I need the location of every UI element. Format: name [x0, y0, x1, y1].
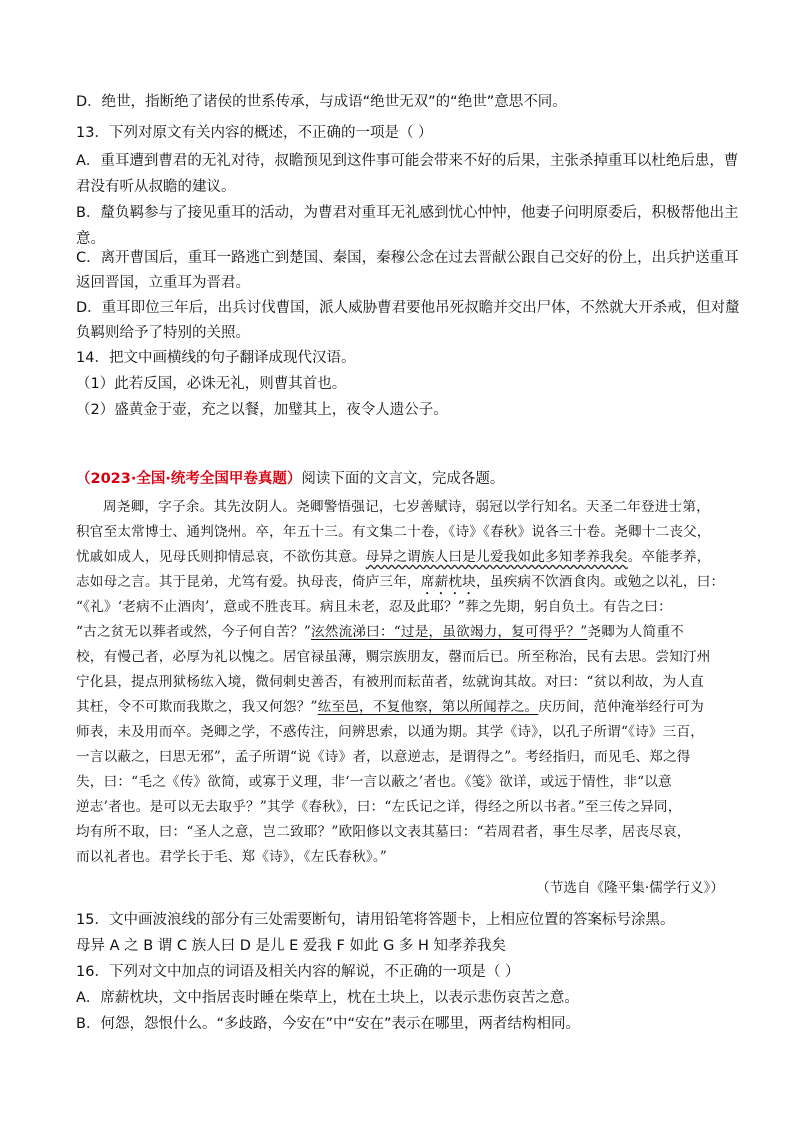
q13-option-b-cont: 意。 — [76, 231, 105, 247]
article-text: 庆历间，范仲淹举经行可为 — [538, 699, 704, 715]
article-line: “《礼》‘老病不止酒肉’，意或不胜丧耳。病且未老，忍及此耶？”葬之先期，躬自负土。有告之曰： — [76, 599, 672, 615]
q13-option-c-cont: 返回晋国，立重耳为晋君。 — [76, 275, 250, 291]
section-intro: 阅读下面的文言文，完成各题。 — [301, 471, 505, 487]
wavy-underlined-sentence: 母异之谓族人曰是儿爱我如此多知孝养我矣 — [365, 549, 628, 565]
article-source: （节选自《隆平集·儒学行义》） — [536, 880, 724, 896]
article-line — [76, 622, 736, 642]
article-line — [76, 547, 736, 567]
q13-option-b: B．釐负羁参与了接见重耳的活动，为曹君对重耳无礼感到忧心忡忡，他妻子问明原委后，积极帮他出主 — [76, 205, 739, 221]
q14-sentence-1: （1）此若反国，必诛无礼，则曹其首也。 — [76, 376, 347, 392]
q13-stem: 13．下列对原文有关内容的概述，不正确的一项是（ ） — [76, 125, 433, 141]
q13-option-d: D．重耳即位三年后，出兵讨伐曹国，派人威胁曹君要他吊死叔瞻并交出尸体，不然就大开杀戒，但对釐 — [76, 300, 740, 316]
article-text: 其枉，令不可欺而我欺之，我又何怨？” — [76, 699, 318, 715]
article-line — [76, 572, 736, 598]
q15-break-options: 母异 A 之 B 谓 C 族人曰 D 是儿 E 爱我 F 如此 G 多 H 知孝养我矣 — [76, 938, 507, 954]
article-line: 逆志’者也。是可以无去取乎？”其学《春秋》，曰：“左氏记之详，得经之所以书者。”至三传之异同， — [76, 799, 682, 815]
article-line: 均有所不取，曰：“圣人之意，岂二致耶？”欧阳修以文表其墓曰：“若周君者，事生尽孝，居丧尽哀， — [76, 824, 691, 840]
article-text: “古之贫无以葬者或然，今子何自苦？” — [76, 624, 311, 640]
q16-option-a: A．席薪枕块，文中指居丧时睡在柴草上，枕在土块上，以表示悲伤哀苦之意。 — [76, 990, 579, 1006]
article-line: 积官至太常博士、通判饶州。卒，年五十三。有文集二十卷，《诗》《春秋》说各三十卷。尧卿十二丧父， — [76, 524, 711, 540]
q14-sentence-2: （2）盛黄金于壶，充之以餐，加璧其上，夜令人遗公子。 — [76, 402, 448, 418]
article-line — [76, 697, 736, 717]
article-line: 周尧卿，字子余。其先汝阴人。尧卿警悟强记，七岁善赋诗，弱冠以学行知名。天圣二年登进士第， — [103, 499, 710, 515]
underlined-sentence: 纮至邑，不复他察，第以所闻荐之。 — [317, 699, 539, 715]
exam-source-tag: （2023·全国·统考全国甲卷真题） — [76, 471, 302, 487]
q16-option-b: B．何怨，怨恨什么。“多歧路，今安在”中“安在”表示在哪里，两者结构相同。 — [76, 1016, 580, 1032]
article-text: 志如母之言。其于昆弟，尤笃有爱。执母丧，倚庐三年， — [76, 574, 421, 590]
article-text: 尧卿为人简重不 — [587, 624, 684, 640]
section-heading — [76, 469, 736, 489]
article-line: 宁化县，提点刑狱杨纮入境，微伺刺史善否，有被刑而耘苗者，纮就询其故。对曰：“贫以利故，为人直 — [76, 674, 704, 690]
dotted-term: 席薪枕块 — [420, 574, 477, 590]
article-text: 忧戚如成人，见母氏则抑情忌哀，不欲伤其意。 — [76, 549, 366, 565]
q16-stem: 16．下列对文中加点的词语及相关内容的解说，不正确的一项是（ ） — [76, 964, 520, 980]
q13-option-d-cont: 负羁则给予了特别的关照。 — [76, 325, 250, 341]
underlined-sentence: 泫然流涕曰：“过是，虽欲竭力，复可得乎？” — [311, 624, 588, 640]
q15-stem: 15．文中画波浪线的部分有三处需要断句，请用铅笔将答题卡，上相应位置的答案标号涂黑。 — [76, 912, 675, 928]
article-line: 而以礼者也。君学长于毛、郑《诗》，《左氏春秋》。” — [76, 849, 387, 865]
q13-option-a: A．重耳遭到曹君的无礼对待，叔瞻预见到这件事可能会带来不好的后果，主张杀掉重耳以杜绝后患，曹 — [76, 153, 739, 169]
article-line: 失，曰：“毛之《传》欲简，或寡于义理，非‘一言以蔽之’者也。《笺》欲详，或远于情性，非“以意 — [76, 774, 672, 790]
article-line: 校，有慢己者，必厚为礼以愧之。居官禄虽薄，赒宗族朋友，罄而后已。所至称治，民有去思。尝知汀州 — [76, 649, 711, 665]
q13-option-c: C．离开曹国后，重耳一路逃亡到楚国、秦国，秦穆公念在过去晋献公跟自己交好的份上，出兵护送重耳 — [76, 250, 739, 266]
article-line: 师表，未及用而卒。尧卿之学，不惑传注，问辨思索，以通为期。其学《诗》，以孔子所谓“《诗》三百， — [76, 724, 705, 740]
q14-stem: 14．把文中画横线的句子翻译成现代汉语。 — [76, 350, 356, 366]
q13-option-a-cont: 君没有听从叔瞻的建议。 — [76, 179, 236, 195]
article-text: ，虽疾病不饮酒食肉。或勉之以礼，曰： — [476, 574, 725, 590]
article-line: 一言以蔽之，曰思无邪”，孟子所谓“说《诗》者，以意逆志，是谓得之”。考经指归，而见毛、郑之得 — [76, 749, 691, 765]
article-text: 。卒能孝养， — [627, 549, 711, 565]
q12-option-d: D．绝世，指断绝了诸侯的世系传承，与成语“绝世无双”的“绝世”意思不同。 — [76, 94, 567, 110]
